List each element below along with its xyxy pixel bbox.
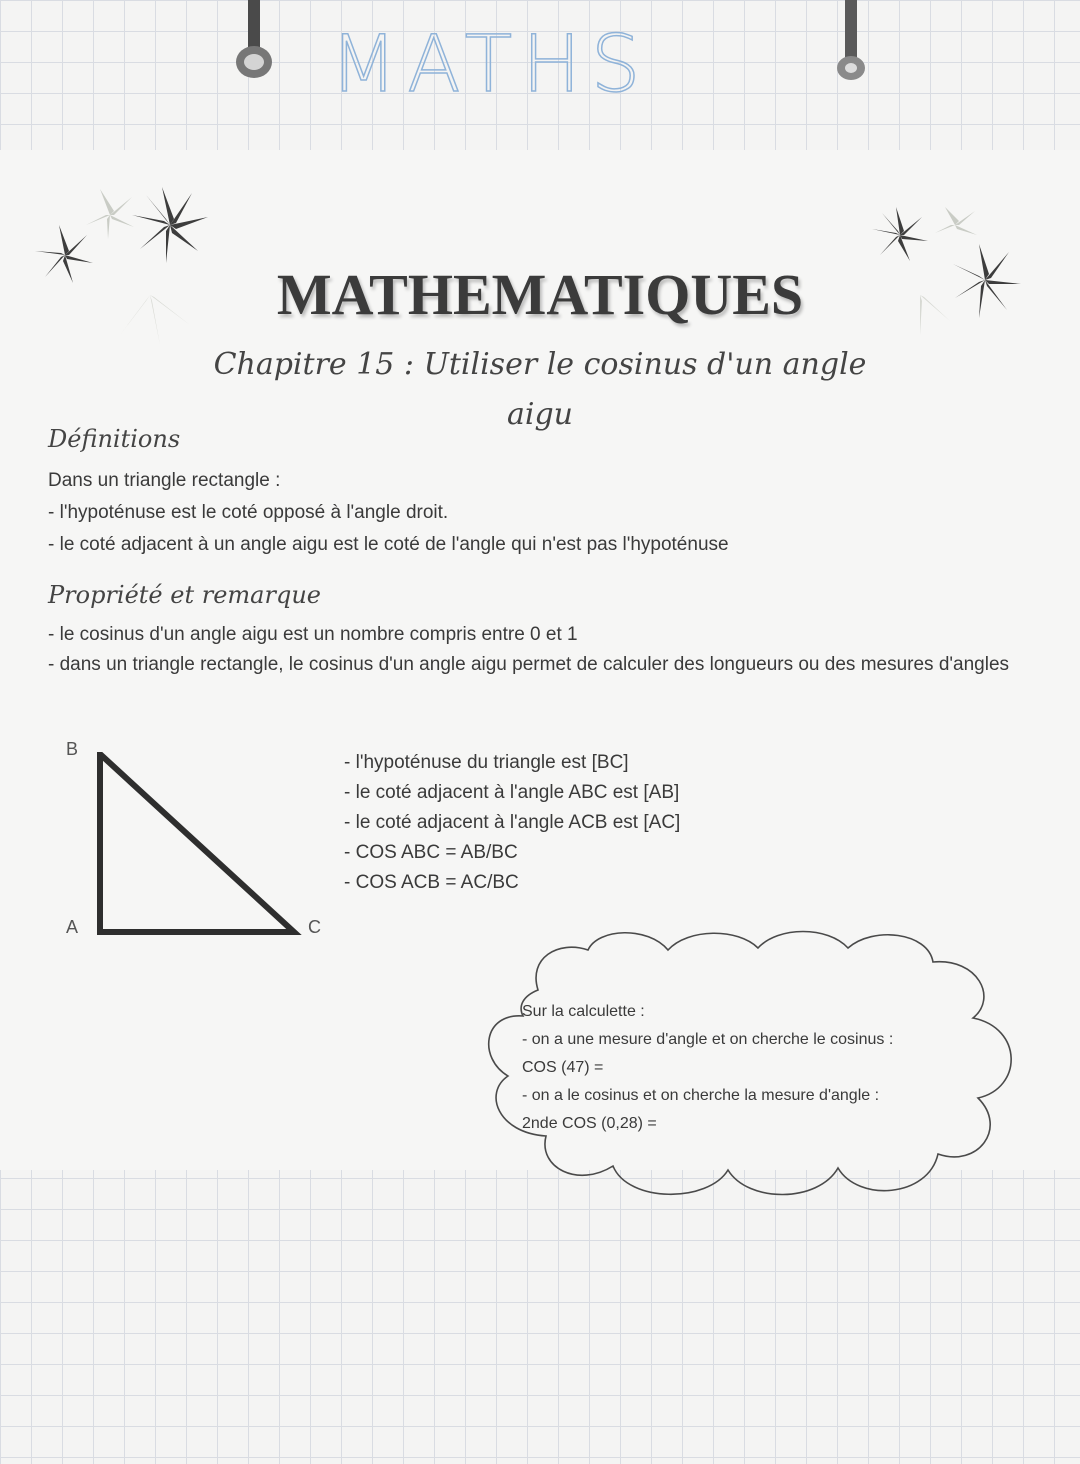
binder-ring-right-icon (828, 0, 874, 110)
definition-line: - le coté adjacent à un angle aigu est le coté de l'angle qui n'est pas l'hypoténuse (48, 534, 729, 555)
calculator-line: - on a le cosinus et on cherche la mesure d'angle : (522, 1087, 880, 1104)
definitions-heading: Définitions (48, 425, 181, 453)
triangle-note: - l'hypoténuse du triangle est [BC] (344, 752, 629, 773)
vertex-label-b: B (66, 739, 79, 759)
binder-ring-left-icon (232, 0, 278, 110)
leaves-right-icon (860, 205, 1060, 355)
calculator-line: 2nde COS (0,28) = (522, 1115, 657, 1132)
property-line: - dans un triangle rectangle, le cosinus d'un angle aigu permet de calculer des longueurs ou des mesures d'angles (48, 654, 1010, 675)
triangle-note: - COS ABC = AB/BC (344, 842, 518, 863)
vertex-label-c: C (308, 917, 321, 937)
property-heading: Propriété et remarque (48, 581, 321, 609)
definition-line: - l'hypoténuse est le coté opposé à l'angle droit. (48, 502, 449, 523)
triangle-note: - le coté adjacent à l'angle ACB est [AC] (344, 812, 681, 833)
main-title: MATHEMATIQUES (276, 262, 804, 327)
vertex-label-a: A (66, 917, 79, 937)
calculator-line: - on a une mesure d'angle et on cherche le cosinus : (522, 1031, 894, 1048)
leaves-left-icon (20, 185, 220, 355)
calculator-line: COS (47) = (522, 1059, 604, 1076)
triangle-note: - COS ACB = AC/BC (344, 872, 519, 893)
property-line: - le cosinus d'un angle aigu est un nombre compris entre 0 et 1 (48, 624, 578, 645)
triangle-note: - le coté adjacent à l'angle ABC est [AB] (344, 782, 680, 803)
calculator-line: Sur la calculette : (522, 1003, 645, 1020)
definition-line: Dans un triangle rectangle : (48, 470, 281, 491)
chapter-subtitle: Chapitre 15 : Utiliser le cosinus d'un angle aigu (213, 347, 867, 432)
cover-title: MATHS (330, 20, 651, 110)
right-triangle-figure (96, 752, 302, 936)
